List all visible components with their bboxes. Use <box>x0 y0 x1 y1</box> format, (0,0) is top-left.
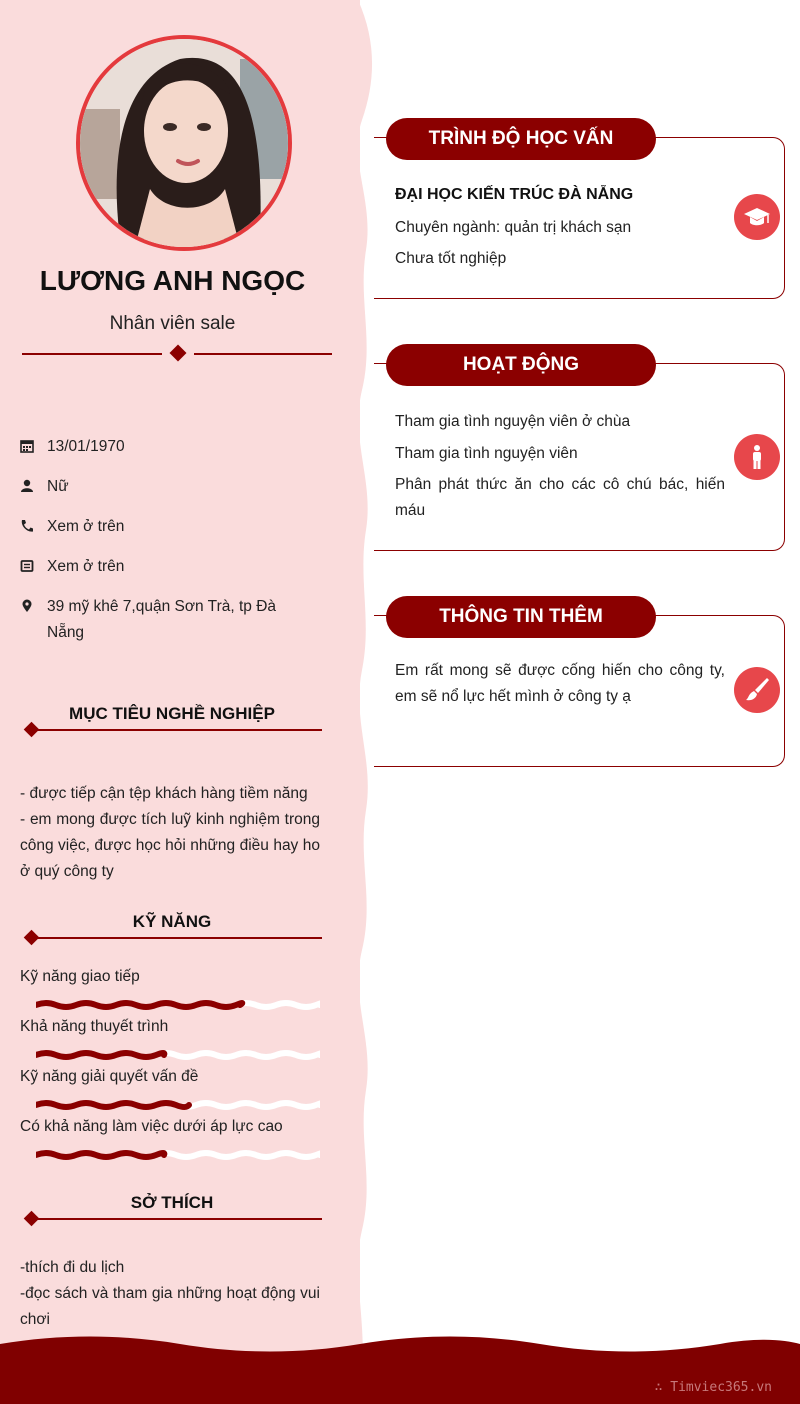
skill-name: Kỹ năng giải quyết vấn đề <box>20 1068 199 1085</box>
location-icon <box>20 599 34 613</box>
extra-text: Em rất mong sẽ được cống hiến cho công ty, em sẽ nổ lực hết mình ở công ty ạ <box>395 662 725 705</box>
activity-item: Tham gia tình nguyện viên ở chùa <box>395 413 631 430</box>
skill-level-bar <box>36 1098 320 1112</box>
skills-header: KỸ NĂNG <box>22 918 322 948</box>
education-status: Chưa tốt nghiệp <box>395 250 507 267</box>
skill-name: Có khả năng làm việc dưới áp lực cao <box>20 1118 283 1135</box>
hobbies-text: -thích đi du lịch -đọc sách và tham gia những hoạt động vui chơi <box>20 1259 320 1328</box>
education-major: Chuyên ngành: quản trị khách sạn <box>395 219 632 236</box>
skill-name: Kỹ năng giao tiếp <box>20 968 140 985</box>
profile-name: LƯƠNG ANH NGỌC <box>39 265 306 296</box>
brush-icon <box>734 667 780 713</box>
education-title: TRÌNH ĐỘ HỌC VẤN <box>386 118 656 160</box>
profile-role: Nhân viên sale <box>109 313 236 334</box>
activity-item: Phân phát thức ăn cho các cô chú bác, hiến máu <box>395 476 725 519</box>
person-icon <box>20 479 34 493</box>
email-icon <box>20 559 34 573</box>
activity-item: Tham gia tình nguyện viên <box>395 445 578 462</box>
person-figure-icon <box>734 434 780 480</box>
skill-name: Khả năng thuyết trình <box>20 1018 169 1035</box>
skill-level-bar <box>36 1048 320 1062</box>
footer-brand: ∴ Timviec365.vn <box>654 1380 772 1395</box>
activities-title: HOẠT ĐỘNG <box>386 344 656 386</box>
hobbies-header: SỞ THÍCH <box>22 1199 322 1229</box>
extra-title: THÔNG TIN THÊM <box>386 596 656 638</box>
graduation-cap-icon <box>734 194 780 240</box>
objective-header: MỤC TIÊU NGHỀ NGHIỆP <box>22 710 322 740</box>
objective-text: - được tiếp cận tệp khách hàng tiềm năng - em mong được tích luỹ kinh nghiệm trong công việc, được học hỏi những điều hay ho ở quý công ty <box>20 785 320 880</box>
phone-icon <box>20 519 34 533</box>
name-divider <box>22 346 332 362</box>
skill-level-bar <box>36 998 320 1012</box>
skill-level-bar <box>36 1148 320 1162</box>
avatar <box>76 35 292 251</box>
education-school: ĐẠI HỌC KIẾN TRÚC ĐÀ NẴNG <box>395 186 634 203</box>
calendar-icon <box>20 439 34 453</box>
